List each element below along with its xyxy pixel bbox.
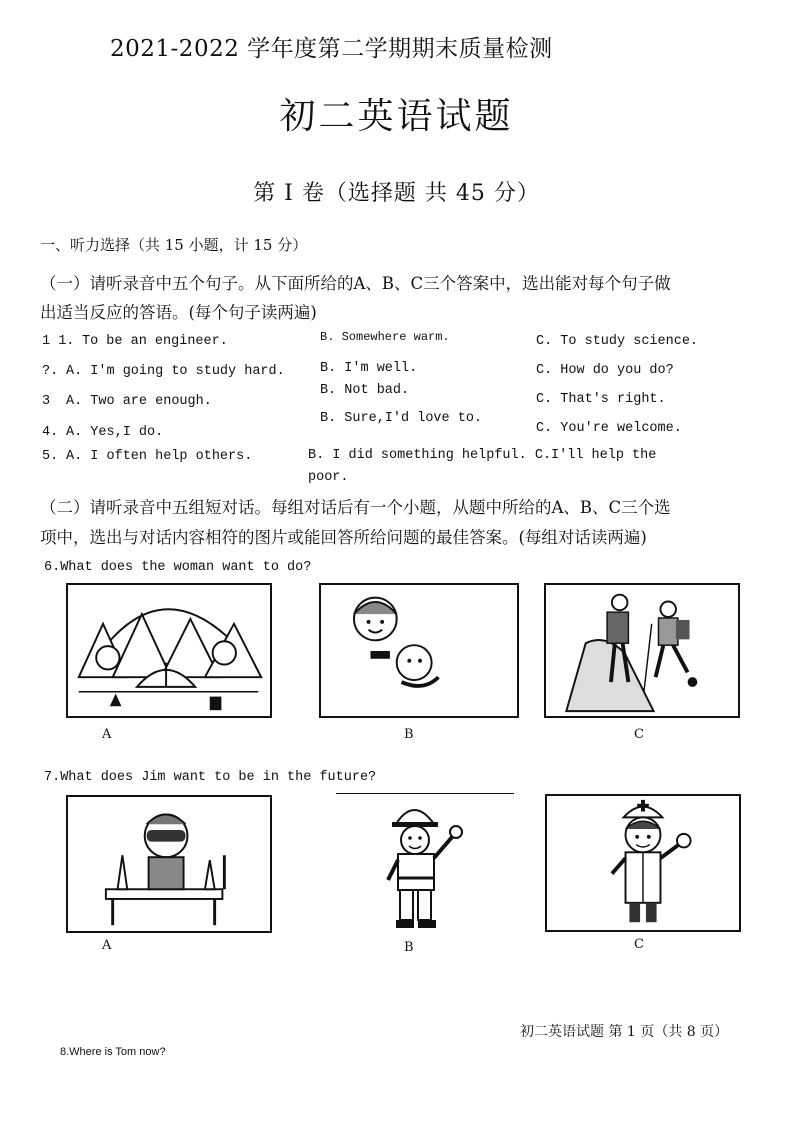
scientist-illustration (68, 797, 270, 931)
option-label-c: C (634, 937, 644, 952)
option-b: B. Not bad. (320, 383, 410, 398)
picture-scientist (66, 795, 272, 933)
option-c: C. You're welcome. (536, 421, 682, 436)
question-6: 6.What does the woman want to do? (44, 560, 312, 575)
option-c: C. That's right. (536, 392, 666, 407)
option-a: A. Two are enough. (66, 394, 212, 409)
question-number: 3 (42, 394, 51, 409)
option-label-b: B (404, 727, 414, 742)
picture-builder (378, 796, 468, 932)
question-number: 5. (42, 449, 59, 464)
option-a: A. I often help others. (66, 449, 253, 464)
exam-title: 初二英语试题 (279, 96, 514, 137)
option-b: B. I'm well. (320, 361, 418, 376)
option-b: B. Sure,I'd love to. (320, 411, 483, 426)
part-two-instructions-line1: （二）请听录音中五组短对话。每组对话后有一个小题，从题中所给的A、B、C三个选 (40, 498, 671, 517)
page-footer: 初二英语试题 第 1 页（共 8 页） (520, 1024, 729, 1040)
part-one-instructions-line2: 出适当反应的答语。(每个句子读两遍) (40, 303, 317, 322)
option-a: To be an engineer. (82, 334, 228, 349)
kids-illustration (321, 585, 517, 716)
option-a: A. I'm going to study hard. (66, 364, 285, 379)
part-two-instructions-line2: 项中，选出与对话内容相符的图片或能回答所给问题的最佳答案。(每组对话读两遍) (40, 528, 647, 547)
option-b: B. Somewhere warm. (320, 330, 450, 344)
question-number: ?. (42, 364, 59, 379)
option-label-b: B (404, 940, 414, 955)
doctor-illustration (547, 796, 739, 930)
option-a: A. Yes,I do. (66, 425, 164, 440)
volume-title: 第 I 卷（选择题 共 45 分） (253, 181, 540, 206)
option-label-a: A (102, 938, 112, 953)
exam-header: 2021-2022 学年度第二学期期末质量检测 (110, 36, 553, 62)
section-one-title: 一、听力选择（共 15 小题，计 15 分） (40, 236, 308, 254)
picture-doctor (545, 794, 741, 932)
picture-hikers (544, 583, 740, 718)
option-b: B. I did something helpful. C.I'll help the (308, 448, 657, 463)
picture-frame-top-border (336, 793, 514, 794)
camping-illustration (68, 585, 270, 716)
hikers-illustration (546, 585, 738, 716)
part-one-instructions-line1: （一）请听录音中五个句子。从下面所给的A、B、C三个答案中，选出能对每个句子做 (40, 274, 671, 293)
question-number: 1 1. (42, 334, 75, 349)
question-8: 8.Where is Tom now? (60, 1046, 166, 1058)
option-b-continued: poor. (308, 470, 349, 485)
option-c: C. How do you do? (536, 363, 674, 378)
picture-two-kids (319, 583, 519, 718)
builder-illustration (378, 796, 468, 932)
option-c: C. To study science. (536, 334, 699, 349)
option-label-c: C (634, 727, 644, 742)
question-number: 4. (42, 425, 59, 440)
option-label-a: A (102, 727, 112, 742)
question-7: 7.What does Jim want to be in the future? (44, 770, 377, 785)
picture-camping-scene (66, 583, 272, 718)
